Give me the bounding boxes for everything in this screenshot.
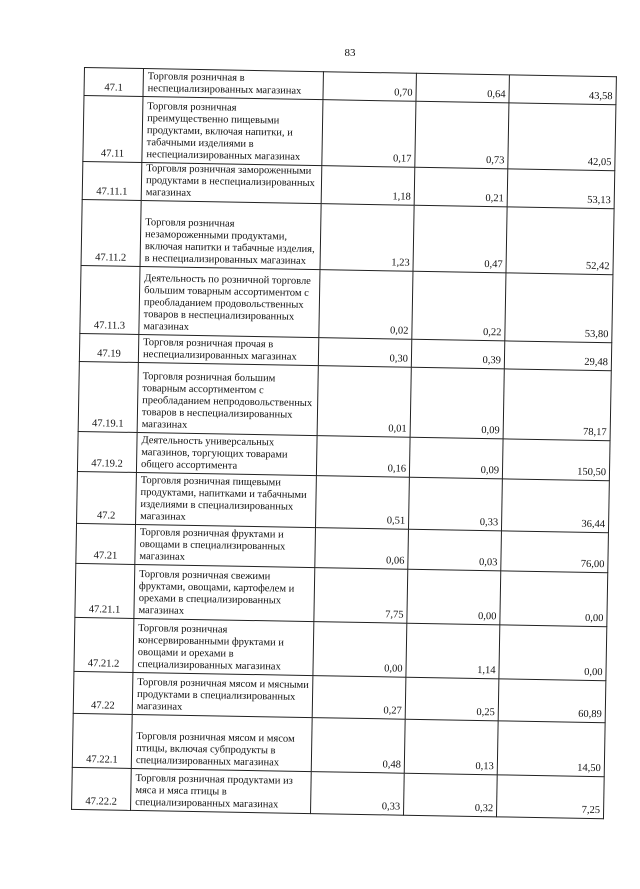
activity-name-cell: Торговля розничная незамороженными продуктами, включая напитки и табачные изделия, в неспециализированных магазинах — [140, 201, 321, 270]
value-cell-3: 78,17 — [503, 369, 611, 441]
value-cell-3: 52,42 — [506, 207, 614, 275]
code-cell: 47.11 — [83, 96, 143, 163]
value-cell-1: 0,30 — [318, 338, 411, 368]
value-cell-1: 0,16 — [316, 436, 410, 478]
value-cell-1: 1,23 — [320, 204, 414, 272]
value-cell-3: 76,00 — [501, 531, 609, 573]
activity-name-cell: Торговля розничная консервированными фруктами и овощами и орехами в специализированных магазинах — [133, 618, 314, 675]
value-cell-2: 0,39 — [411, 339, 504, 369]
code-cell: 47.2 — [77, 471, 137, 524]
value-cell-2: 0,32 — [403, 773, 497, 817]
value-cell-2: 0,00 — [407, 569, 501, 625]
value-cell-2: 0,09 — [410, 367, 504, 439]
value-cell-1: 0,51 — [315, 476, 409, 530]
activity-name-cell: Торговля розничная свежими фруктами, овощами, картофелем и орехами в специализированных магазинах — [134, 564, 315, 621]
value-cell-2: 0,09 — [409, 437, 503, 479]
value-cell-2: 0,22 — [412, 271, 506, 341]
okved-table — [71, 67, 613, 819]
value-cell-3: 60,89 — [498, 679, 606, 723]
code-cell: 47.19 — [79, 333, 138, 362]
page-number: 83 — [344, 47, 356, 59]
value-cell-1: 0,02 — [319, 270, 413, 340]
value-cell-3: 0,00 — [500, 571, 608, 627]
value-cell-2: 0,21 — [414, 167, 508, 207]
value-cell-1: 0,70 — [323, 72, 416, 102]
code-cell: 47.1 — [84, 68, 143, 97]
activity-name-cell: Торговля розничная фруктами и овощами в специализированных магазинах — [135, 524, 316, 567]
code-cell: 47.11.2 — [81, 199, 141, 266]
activity-name-cell: Торговля розничная мясом и мясом птицы, включая субпродукты в специализированных магазинах — [131, 714, 312, 771]
value-cell-2: 0,47 — [413, 205, 507, 273]
value-cell-3: 150,50 — [502, 439, 610, 481]
value-cell-1: 0,48 — [311, 718, 405, 774]
code-cell: 47.22.2 — [72, 767, 132, 810]
activity-name-cell: Торговля розничная мясом и мясными продуктами в специализированных магазинах — [132, 672, 313, 717]
value-cell-1: 0,00 — [313, 622, 407, 678]
table-row — [72, 767, 605, 818]
table-row — [74, 617, 607, 680]
activity-name-cell: Деятельность по розничной торговле большим товарным ассортиментом с преобладанием продовольственных товаров в неспециализированных магазинах — [139, 267, 320, 338]
value-cell-2: 0,64 — [416, 73, 509, 103]
value-cell-3: 36,44 — [501, 479, 609, 533]
value-cell-3: 29,48 — [504, 341, 611, 371]
value-cell-1: 7,75 — [314, 568, 408, 624]
value-cell-3: 43,58 — [509, 75, 616, 105]
activity-name-cell: Торговля розничная большим товарным ассортиментом с преобладанием непродовольственных товаров в неспециализированных магазинах — [137, 362, 318, 435]
activity-name-cell: Деятельность универсальных магазинов, торгующих товарами общего ассортимента — [136, 432, 317, 475]
value-cell-3: 0,00 — [499, 625, 607, 681]
table-row — [72, 713, 605, 776]
value-cell-3: 14,50 — [497, 721, 605, 777]
value-cell-2: 0,25 — [405, 677, 499, 721]
activity-name-cell: Торговля розничная преимущественно пищевыми продуктами, включая напитки, и табачными изделиями в неспециализированных магазинах — [142, 97, 323, 166]
activity-name-cell: Торговля розничная прочая в неспециализированных магазинах — [138, 334, 318, 365]
code-cell: 47.22 — [73, 671, 133, 714]
value-cell-1: 0,27 — [312, 676, 406, 720]
table-row — [83, 96, 616, 171]
value-cell-1: 0,33 — [311, 772, 405, 816]
value-cell-3: 42,05 — [508, 103, 616, 171]
value-cell-3: 53,80 — [505, 273, 613, 343]
code-cell: 47.22.1 — [72, 713, 132, 768]
value-cell-2: 0,03 — [408, 529, 502, 571]
code-cell: 47.21 — [76, 523, 136, 564]
value-cell-2: 0,33 — [408, 477, 502, 531]
value-cell-2: 0,13 — [404, 719, 498, 775]
activity-name-cell: Торговля розничная пищевыми продуктами, напитками и табачными изделиями в специализированных магазинах — [136, 472, 317, 527]
code-cell: 47.11.1 — [82, 161, 142, 200]
code-cell: 47.19.2 — [77, 431, 137, 472]
table-row — [78, 361, 611, 440]
table-row — [80, 265, 613, 342]
table-row — [77, 471, 610, 532]
table-row — [75, 563, 608, 626]
value-cell-2: 0,73 — [415, 101, 509, 169]
activity-name-cell: Торговля розничная в неспециализированных магазинах — [143, 69, 323, 100]
activity-name-cell: Торговля розничная замороженными продуктами в неспециализированных магазинах — [141, 163, 322, 204]
code-cell: 47.11.3 — [80, 265, 140, 334]
value-cell-2: 1,14 — [406, 623, 500, 679]
table-row — [81, 199, 614, 274]
activity-name-cell: Торговля розничная продуктами из мяса и мяса птицы в специализированных магазинах — [131, 768, 312, 813]
value-cell-3: 53,13 — [507, 169, 615, 209]
value-cell-1: 0,06 — [315, 528, 409, 570]
value-cell-1: 0,01 — [317, 366, 411, 438]
value-cell-1: 0,17 — [322, 100, 416, 168]
value-cell-1: 1,18 — [321, 166, 415, 206]
code-cell: 47.21.1 — [75, 563, 135, 618]
value-cell-3: 7,25 — [496, 775, 604, 819]
code-cell: 47.21.2 — [74, 617, 134, 672]
code-cell: 47.19.1 — [78, 361, 138, 432]
